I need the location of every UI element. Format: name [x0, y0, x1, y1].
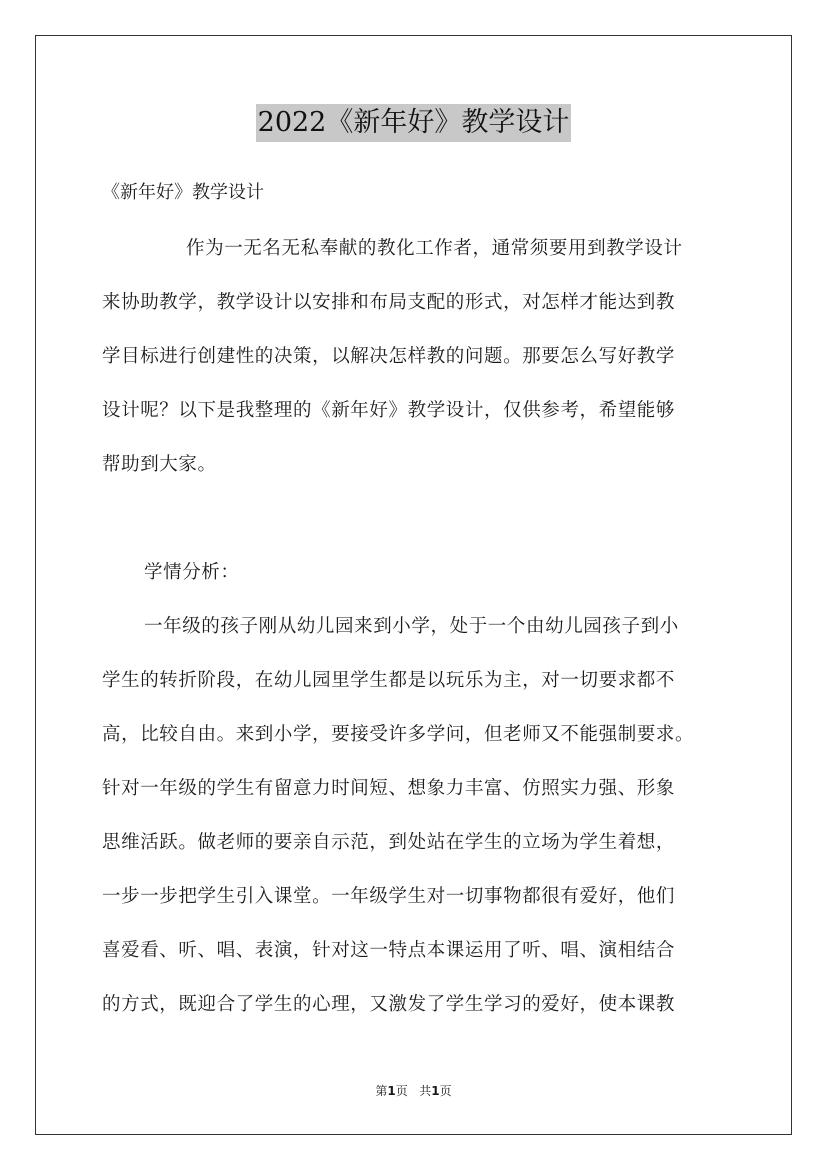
footer-total-prefix: 共 — [419, 1084, 432, 1098]
paragraph1-line: 设计呢？以下是我整理的《新年好》教学设计，仅供参考，希望能够 — [102, 400, 676, 421]
page-footer — [0, 1082, 827, 1100]
paragraph2-line: 喜爱看、听、唱、表演，针对这一特点本课运用了听、唱、演相结合 — [102, 940, 676, 961]
document-subtitle: 《新年好》教学设计 — [102, 182, 264, 203]
paragraph2-line: 学生的转折阶段，在幼儿园里学生都是以玩乐为主，对一切要求都不 — [102, 670, 676, 691]
footer-page-prefix: 第 — [375, 1084, 388, 1098]
paragraph1-line: 作为一无名无私奉献的教化工作者，通常须要用到教学设计 — [186, 238, 683, 259]
paragraph1-line: 帮助到大家。 — [102, 454, 217, 475]
paragraph2-line: 针对一年级的学生有留意力时间短、想象力丰富、仿照实力强、形象 — [102, 778, 676, 799]
paragraph2-line: 一年级的孩子刚从幼儿园来到小学，处于一个由幼儿园孩子到小 — [144, 616, 679, 637]
document-title: 2022《新年好》教学设计 — [256, 104, 572, 142]
paragraph1-line: 学目标进行创建性的决策，以解决怎样教的问题。那要怎么写好教学 — [102, 346, 676, 367]
paragraph2-line: 的方式，既迎合了学生的心理，又激发了学生学习的爱好，使本课教 — [102, 994, 676, 1015]
title-container — [0, 104, 827, 142]
footer-page-suffix: 页 — [395, 1084, 408, 1098]
paragraph1-line: 来协助教学，教学设计以安排和布局支配的形式，对怎样才能达到教 — [102, 292, 676, 313]
section-heading: 学情分析： — [144, 562, 240, 583]
paragraph2-line: 思维活跃。做老师的要亲自示范，到处站在学生的立场为学生着想， — [102, 832, 676, 853]
footer-total-number: 1 — [431, 1084, 440, 1098]
footer-total-suffix: 页 — [439, 1084, 452, 1098]
footer-page-number: 1 — [387, 1084, 396, 1098]
paragraph2-line: 一步一步把学生引入课堂。一年级学生对一切事物都很有爱好，他们 — [102, 886, 676, 907]
paragraph2-line: 高，比较自由。来到小学，要接受许多学问，但老师又不能强制要求。 — [102, 724, 695, 745]
